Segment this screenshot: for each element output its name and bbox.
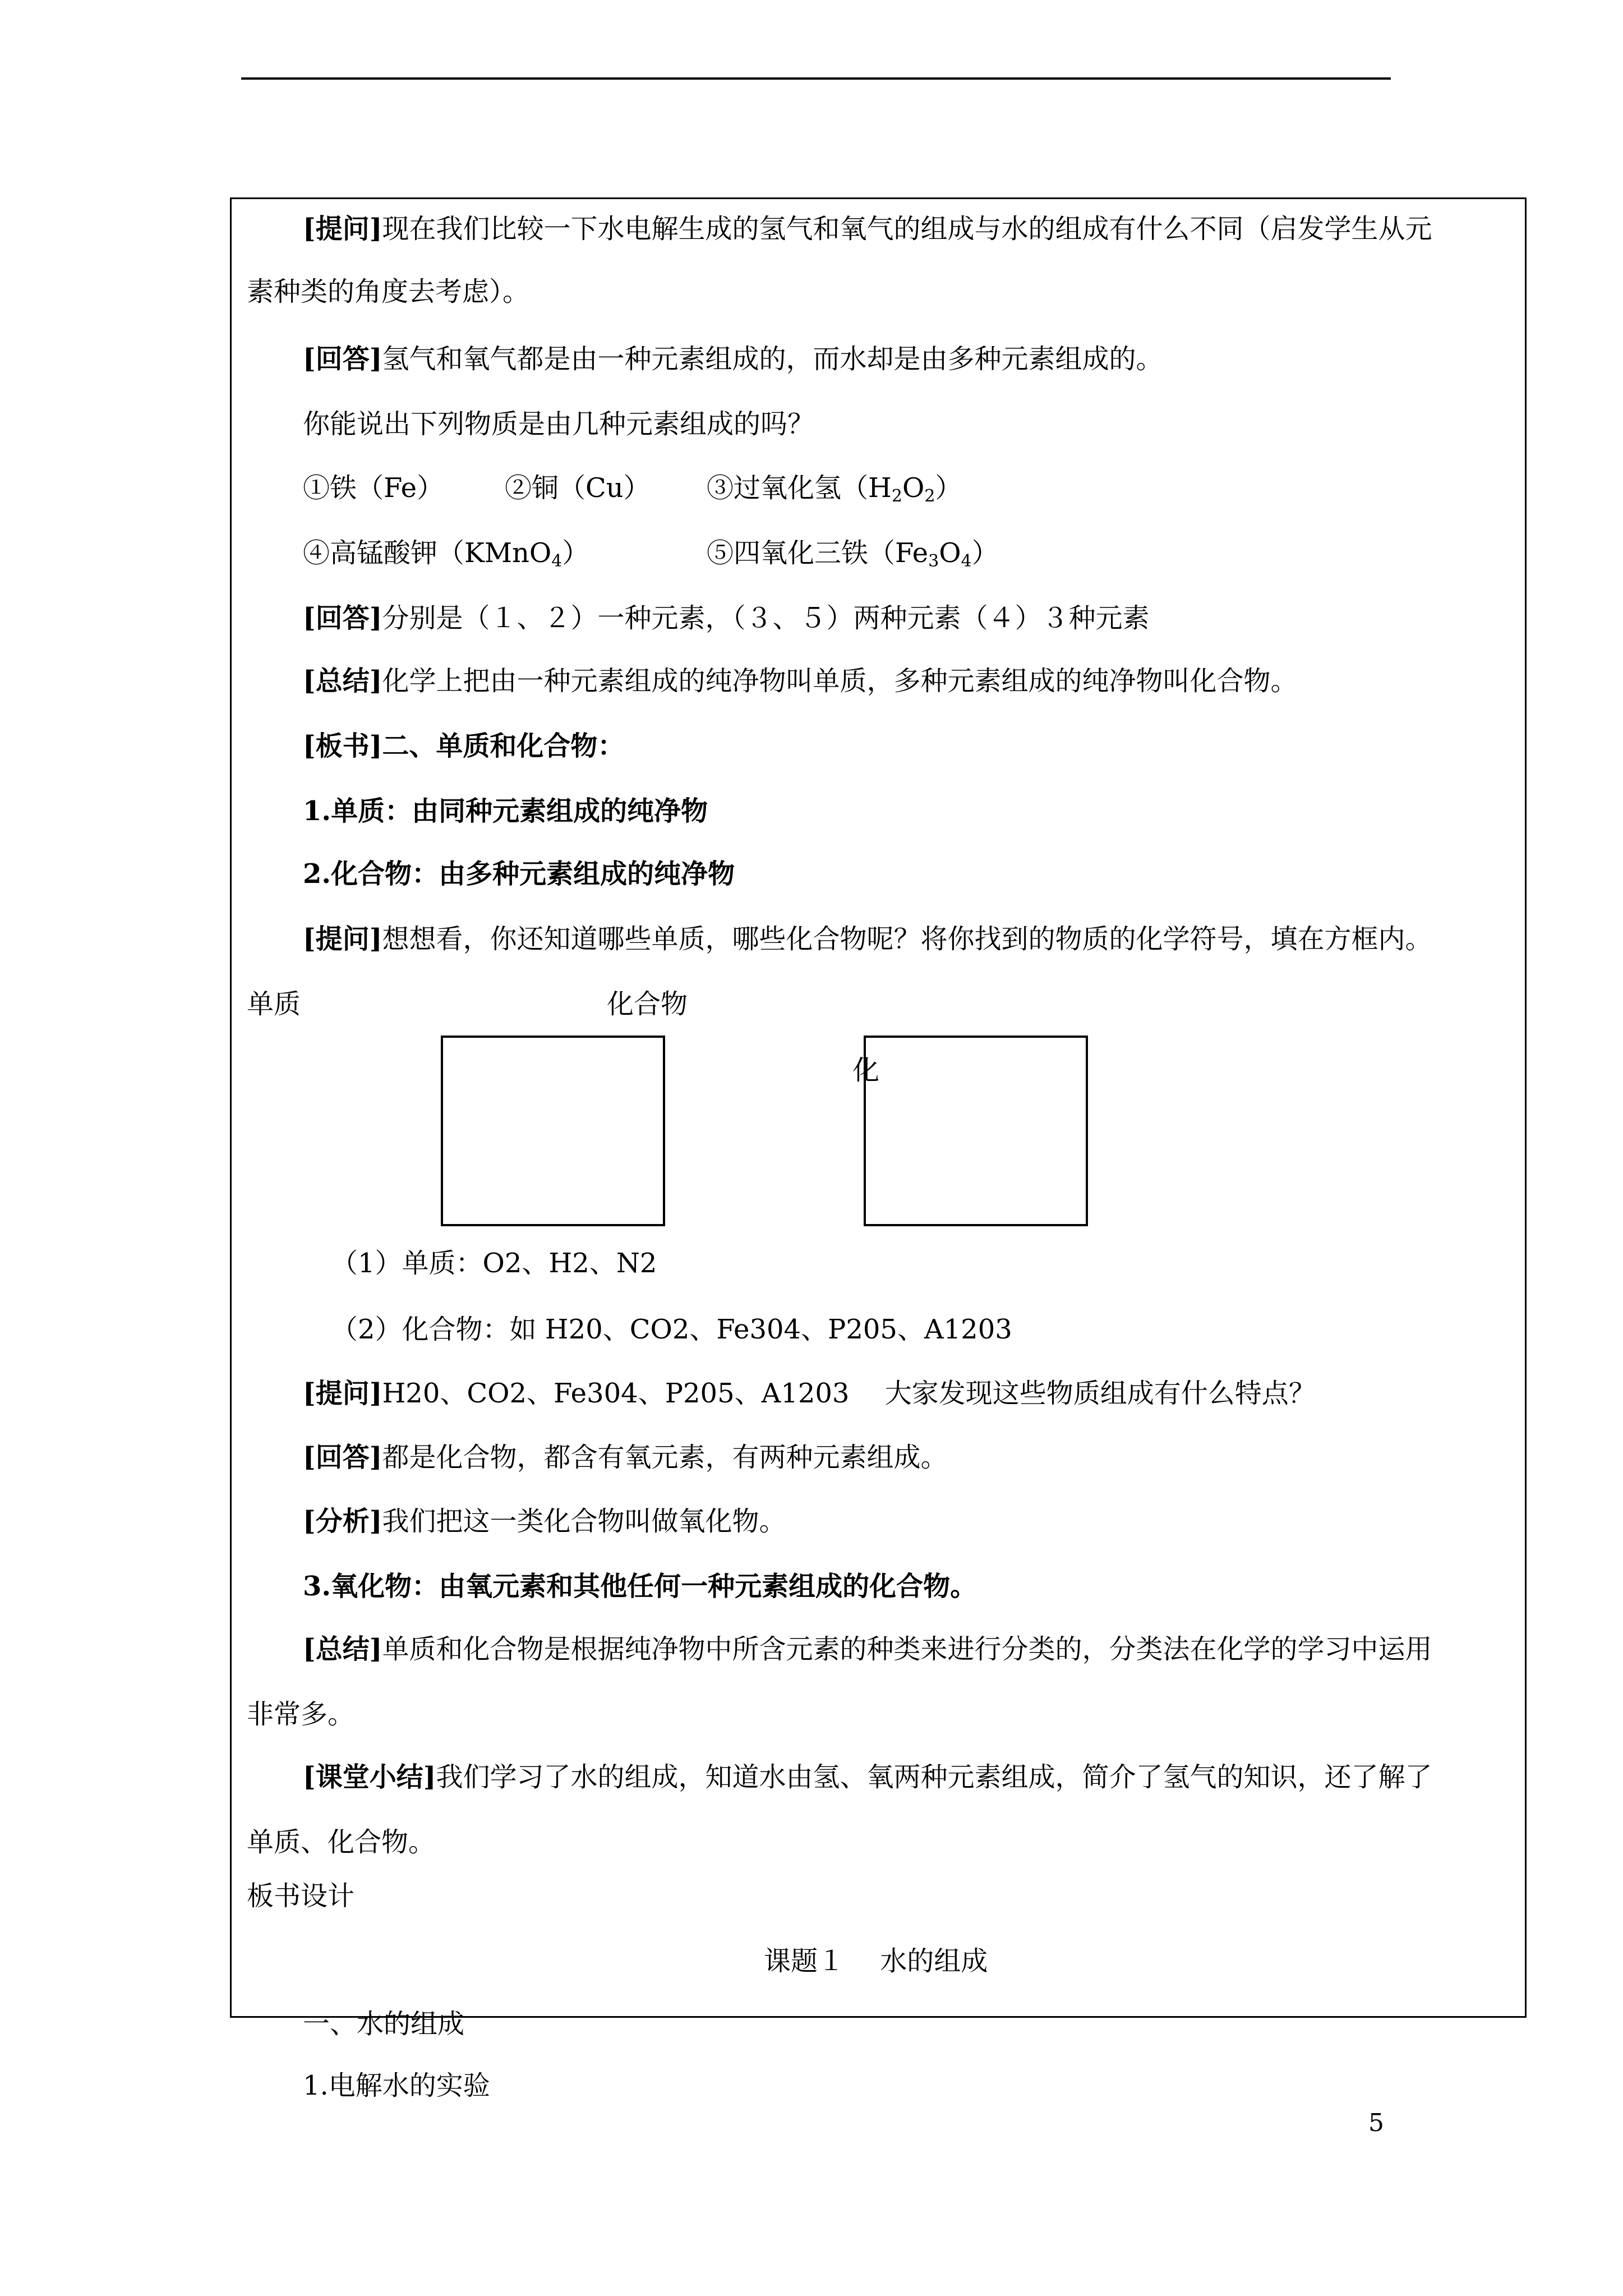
summary-text: 化学上把由一种元素组成的纯净物叫单质，多种元素组成的纯净物叫化合物。 — [382, 665, 1298, 697]
tag-summary: [总结] — [303, 665, 382, 697]
item-hydrogen-peroxide: ③过氧化氢$(H_2O_2)$ — [707, 472, 962, 506]
page-number: 5 — [1368, 2109, 1384, 2137]
answer-line-2 — [303, 602, 1149, 634]
tag-question: [提问] — [303, 1378, 382, 1409]
answer-line-3 — [303, 1442, 947, 1473]
question-text-cont: 素种类的角度去考虑）。 — [247, 276, 530, 307]
item-potassium-permanganate: ④高锰酸钾（KMnO$_4$） — [303, 537, 589, 571]
definition-element: 1.单质：由同种元素组成的纯净物 — [303, 795, 708, 827]
tag-answer: [回答] — [303, 1442, 382, 1473]
question-line-2 — [247, 276, 529, 307]
stray-glyph: 化 — [852, 1055, 880, 1086]
answer-line-1 — [303, 343, 1163, 375]
tag-question: [提问] — [303, 923, 382, 955]
summary-line-1 — [303, 665, 1297, 697]
item-iron: ①铁（Fe） — [303, 472, 444, 504]
question-text: 现在我们比较一下水电解生成的氢气和氧气的组成与水的组成有什么不同（启发学生从元 — [382, 213, 1432, 245]
question-line-4 — [303, 1378, 1316, 1409]
tag-analysis: [分析] — [303, 1506, 382, 1537]
section-heading: 一、水的组成 — [303, 2008, 465, 2040]
label-element: 单质 — [247, 988, 301, 1020]
tag-question: [提问] — [303, 213, 382, 245]
item-iron-oxide: ⑤四氧化三铁$(Fe_3O_4)$ — [707, 537, 999, 571]
answer-compounds-list: （2）化合物：如 H20、CO2、Fe304、P205、A1203 — [331, 1314, 1012, 1345]
lesson-summary-line — [303, 1761, 1432, 1793]
answer-text: 都是化合物，都含有氧元素，有两种元素组成。 — [382, 1442, 948, 1473]
tag-lesson-summary: [课堂小结] — [303, 1761, 436, 1793]
compound-answer-box[interactable] — [864, 1036, 1088, 1226]
question-line-1 — [303, 213, 1432, 245]
definition-oxide: 3.氧化物：由氧元素和其他任何一种元素组成的化合物。 — [303, 1571, 978, 1602]
prompt-text: 你能说出下列物质是由几种元素组成的吗？ — [303, 408, 815, 440]
tag-summary: [总结] — [303, 1634, 382, 1665]
answer-text: 氢气和氧气都是由一种元素组成的，而水却是由多种元素组成的。 — [382, 343, 1163, 375]
question-text: H20、CO2、Fe304、P205、A1203 大家发现这些物质组成有什么特点？ — [382, 1378, 1316, 1409]
subsection-heading: 1.电解水的实验 — [303, 2070, 490, 2101]
summary-line-2-cont: 非常多。 — [247, 1699, 355, 1730]
analysis-line — [303, 1506, 786, 1537]
summary-text: 单质和化合物是根据纯净物中所含元素的种类来进行分类的，分类法在化学的学习中运用 — [382, 1634, 1432, 1665]
element-answer-box[interactable] — [441, 1036, 665, 1226]
lesson-summary-cont: 单质、化合物。 — [247, 1826, 436, 1858]
tag-answer: [回答] — [303, 343, 382, 375]
answer-text: 分别是（１、２）一种元素，（３、５）两种元素（４）３种元素 — [382, 602, 1150, 634]
tag-answer: [回答] — [303, 602, 382, 634]
question-line-3 — [303, 923, 1432, 955]
answer-elements-list: （1）单质：O2、H2、N2 — [331, 1248, 657, 1279]
item-copper: ②铜（Cu） — [505, 472, 651, 504]
summary-line-2 — [303, 1634, 1432, 1665]
header-rule — [241, 77, 1391, 80]
lesson-title: 课题１ 水的组成 — [764, 1945, 988, 1977]
definition-compound: 2.化合物：由多种元素组成的纯净物 — [303, 858, 735, 890]
analysis-text: 我们把这一类化合物叫做氧化物。 — [382, 1506, 786, 1537]
board-heading: [板书]二、单质和化合物： — [303, 730, 625, 762]
prompt-line — [303, 408, 814, 440]
lesson-summary-text: 我们学习了水的组成，知道水由氢、氧两种元素组成，简介了氢气的知识，还了解了 — [436, 1761, 1432, 1793]
label-compound: 化合物 — [607, 988, 688, 1020]
question-text: 想想看，你还知道哪些单质，哪些化合物呢？将你找到的物质的化学符号，填在方框内。 — [382, 923, 1432, 955]
board-design-heading: 板书设计 — [247, 1880, 355, 1912]
